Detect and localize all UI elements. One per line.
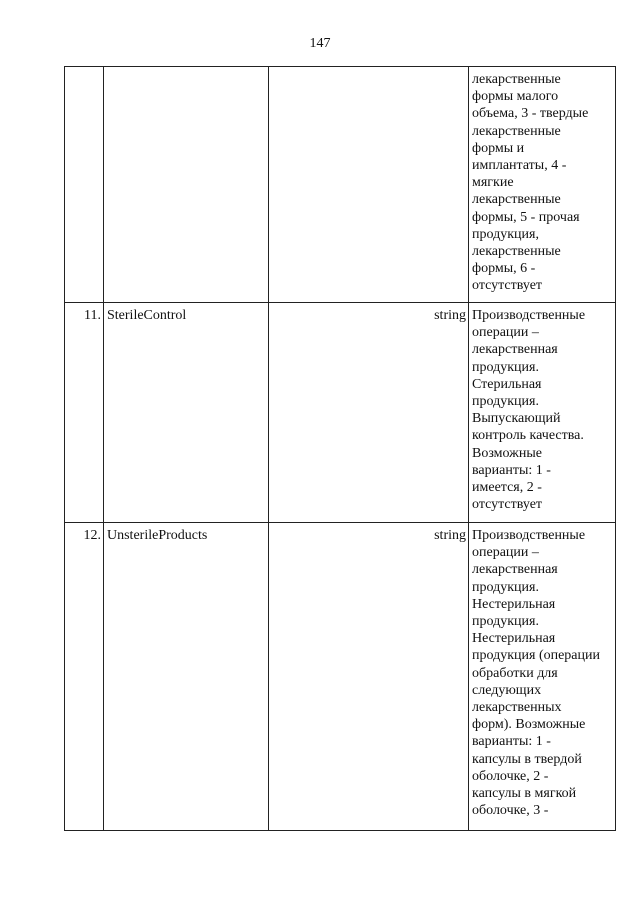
page-number: 147	[309, 36, 331, 51]
description-text: лекарственные формы малого объема, 3 - твердые лекарственные формы и имплантаты, 4 - мягкие лекарственные формы, 5 - прочая продукция, лекарственные формы, 6 - отсутствует	[472, 72, 589, 294]
field-table	[64, 66, 616, 831]
field-description	[469, 67, 616, 303]
row-number	[65, 67, 104, 303]
table-row	[65, 523, 616, 831]
field-description	[469, 523, 616, 831]
table-row	[65, 303, 616, 523]
row-number: 11.	[65, 303, 104, 523]
description-text: Производственные операции – лекарственная продукция. Нестерильная продукция. Нестерильная продукция (операции обработки для следующих лекарственных форм). Возможные варианты: 1 - капсулы в твердой оболочке, 2 - капсулы в мягкой оболочке, 3 -	[472, 528, 600, 819]
row-number: 12.	[65, 523, 104, 831]
field-type	[269, 67, 469, 303]
field-name: SterileControl	[104, 303, 269, 523]
field-type: string	[269, 303, 469, 523]
field-type: string	[269, 523, 469, 831]
field-name	[104, 67, 269, 303]
field-description	[469, 303, 616, 523]
description-text: Производственные операции – лекарственная продукция. Стерильная продукция. Выпускающий контроль качества. Возможные варианты: 1 - имеется, 2 - отсутствует	[472, 308, 586, 513]
field-name: UnsterileProducts	[104, 523, 269, 831]
table-row	[65, 67, 616, 303]
